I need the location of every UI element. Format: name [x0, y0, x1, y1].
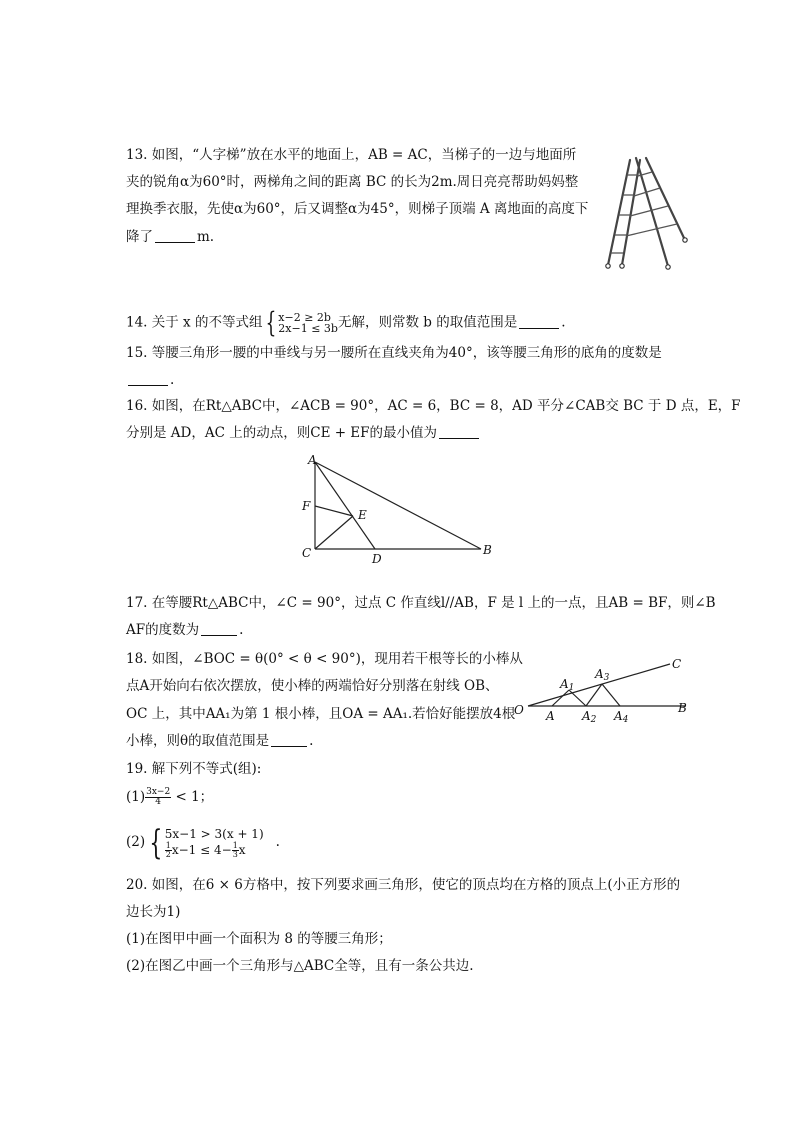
- q19-p1-den: 4: [155, 797, 162, 807]
- q15-line-2: [126, 371, 174, 389]
- q18-label-a1-sub: 1: [568, 683, 575, 693]
- q14-eq-2: 2x−1 ≤ 3b: [278, 322, 338, 335]
- q18-label-a4-letter: A: [614, 709, 623, 723]
- q18-label-a2: [581, 709, 597, 724]
- q16-label-b: B: [483, 543, 492, 557]
- q19-p2-frac-2-den: 3: [232, 849, 238, 859]
- q18-label-a1-letter: A: [560, 677, 569, 691]
- q19-part-2: [126, 822, 280, 863]
- q20-line-1: 20. 如图，在6 × 6方格中，按下列要求画三角形，使它的顶点均在方格的顶点上(小正方形的: [126, 877, 681, 893]
- q14-eq-1: x−2 ≥ 2b: [278, 311, 331, 324]
- q19-p1-rest: < 1；: [171, 789, 214, 805]
- q14-system: [278, 312, 338, 334]
- q13-line-1: 13. 如图，“人字梯”放在水平的地面上，AB = AC，当梯子的一边与地面所: [126, 147, 577, 163]
- q18-label-a3-sub: 3: [603, 673, 610, 683]
- q19-p2-frac-2-num: 1: [232, 840, 238, 850]
- q19-p2-row-2-end: x: [238, 842, 246, 857]
- q18-label-o: O: [514, 703, 524, 717]
- q16-label-f: F: [302, 499, 311, 513]
- q14-brace: {: [266, 306, 277, 339]
- q16-label-e: E: [358, 508, 367, 522]
- q14-text-c: .: [561, 314, 566, 331]
- q19-p2-row-2-mid: x−1 ≤ 4−: [171, 842, 232, 857]
- q19-p1-prefix: (1): [126, 789, 146, 805]
- q14-answer-blank: [519, 314, 559, 329]
- q16-answer-blank: [439, 424, 479, 439]
- q19-p2-frac-2: [232, 842, 239, 859]
- q19-p2-frac-1-den: 2: [165, 849, 171, 859]
- q17-text: AF的度数为: [126, 622, 200, 638]
- q14-text-a: 14. 关于 x 的不等式组: [126, 314, 263, 331]
- q16-label-d: D: [372, 552, 382, 566]
- q18-line-2: 点A开始向右依次摆放，使小棒的两端恰好分别落在射线 OB、: [126, 678, 499, 694]
- q20-line-3: (1)在图甲中画一个面积为 8 的等腰三角形；: [126, 931, 392, 947]
- q18-label-a3-letter: A: [595, 667, 604, 681]
- q19-p2-frac-1: [165, 842, 172, 859]
- q18-label-a4-sub: 4: [622, 715, 629, 724]
- q18-label-a1: [559, 677, 574, 693]
- q20-line-4: (2)在图乙中画一个三角形与△ABC全等，且有一条公共边.: [126, 958, 474, 974]
- q17-period: .: [239, 622, 244, 638]
- q13-unit: m.: [197, 229, 215, 245]
- q16-triangle-figure: [295, 450, 505, 570]
- q19-p2-dot: .: [275, 834, 280, 850]
- q19-p2-frac-1-num: 1: [165, 840, 171, 850]
- q18-label-b: B: [678, 701, 687, 715]
- q20-line-2: 边长为1): [126, 904, 181, 920]
- q13-answer-blank: [155, 228, 195, 243]
- q16-line-2: [126, 424, 481, 442]
- q16-label-a: A: [308, 453, 317, 467]
- q18-label-c: C: [672, 657, 682, 671]
- q19-p2-brace: {: [149, 822, 163, 863]
- q17-answer-blank: [201, 621, 237, 636]
- q19-title: 19. 解下列不等式(组):: [126, 761, 262, 777]
- q18-answer-blank: [271, 732, 307, 747]
- q18-period: .: [309, 733, 314, 749]
- q13-line-3: 理换季衣服，先使α为60°，后又调整α为45°，则梯子顶端 A 离地面的高度下: [126, 201, 589, 217]
- q16-line-1: 16. 如图，在Rt△ABC中，∠ACB = 90°，AC = 6，BC = 8，AD 平分∠CAB交 BC 于 D 点，E，F: [126, 398, 741, 414]
- q18-label-a2-letter: A: [582, 709, 591, 723]
- q14-line: [126, 306, 566, 339]
- q18-text: 小棒，则θ的取值范围是: [126, 733, 270, 749]
- q18-line-4: [126, 732, 313, 750]
- q19-p1-fraction: [145, 788, 171, 807]
- q19-part-1: [126, 788, 213, 807]
- q13-line-2: 夹的锐角α为60°时，两梯角之间的距离 BC 的长为2m.周日亮亮帮助妈妈整: [126, 174, 579, 190]
- q15-period: .: [170, 372, 175, 388]
- q18-label-a: A: [546, 709, 555, 723]
- q17-line-2: [126, 621, 243, 639]
- q19-p1-num: 3x−2: [146, 787, 171, 797]
- q19-p2-row-1: 5x−1 > 3(x + 1): [164, 826, 264, 841]
- q18-line-3: OC 上，其中AA₁为第 1 根小棒，且OA = AA₁.若恰好能摆放4根: [126, 706, 516, 722]
- q16-text: 分别是 AD，AC 上的动点，则CE + EF的最小值为: [126, 425, 438, 441]
- q13-line-4: [126, 228, 214, 246]
- q15-answer-blank: [128, 371, 168, 386]
- q14-text-b: 无解，则常数 b 的取值范围是: [337, 314, 518, 331]
- q16-label-c: C: [302, 546, 312, 560]
- q18-line-1: 18. 如图，∠BOC = θ(0° < θ < 90°)，现用若干根等长的小棒从: [126, 651, 523, 667]
- q15-line-1: 15. 等腰三角形一腰的中垂线与另一腰所在直线夹角为40°，该等腰三角形的底角的度数是: [126, 345, 662, 361]
- q18-rays-figure: [512, 652, 697, 724]
- q18-label-a3: [594, 667, 610, 683]
- q19-p2-system: [165, 827, 264, 859]
- q19-p2-row-2: [165, 842, 264, 859]
- q17-line-1: 17. 在等腰Rt△ABC中，∠C = 90°，过点 C 作直线l//AB，F 是 l 上的一点，且AB = BF，则∠B: [126, 595, 716, 611]
- q18-label-a2-sub: 2: [590, 715, 597, 724]
- q19-p2-prefix: (2): [126, 834, 146, 850]
- ladder-figure: [600, 150, 695, 275]
- q13-text: 降了: [126, 229, 153, 245]
- q18-label-a4: [613, 709, 629, 724]
